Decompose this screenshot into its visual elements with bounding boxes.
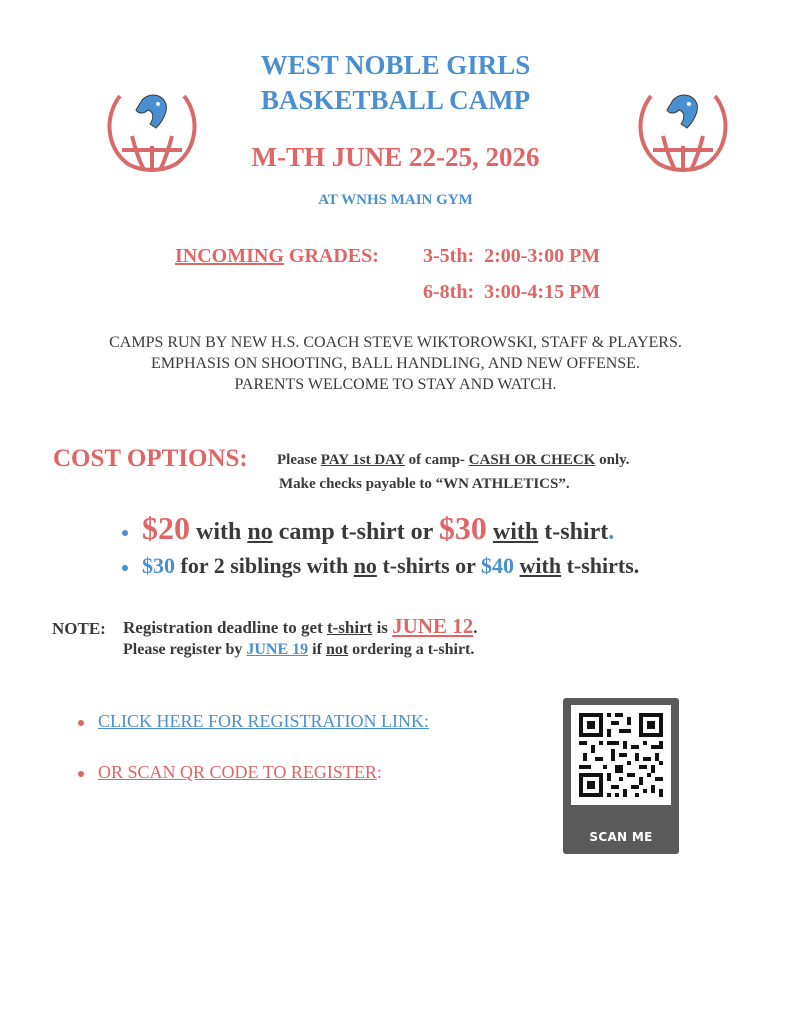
bullet-icon: [78, 771, 84, 777]
page-title: [0, 48, 791, 118]
note-line-2: [123, 641, 474, 659]
note-label: NOTE:: [52, 619, 106, 638]
qr-code-card[interactable]: [563, 698, 679, 854]
qr-code-area: [571, 705, 671, 805]
note-l1-tshirt: t-shirt: [326, 618, 373, 637]
option2-text-1: for 2 siblings with: [175, 553, 354, 578]
scan-qr-colon: :: [376, 762, 382, 782]
cost-options-heading: COST OPTIONS:: [53, 445, 248, 472]
grade-group-2-time: 3:00-4:15 PM: [484, 281, 601, 303]
option2-price-no-shirt: $30: [142, 553, 175, 578]
note-l2-post: ordering a t-shirt.: [348, 641, 475, 658]
grades-label-rest: GRADES:: [283, 245, 379, 267]
option1-with: with: [492, 519, 539, 545]
option2-text-2: t-shirts or: [376, 553, 482, 578]
option1-price-no-shirt: $20: [142, 510, 190, 546]
grades-label: [175, 245, 379, 268]
grade-group-1-grades: 3-5th:: [423, 245, 475, 267]
grade-group-2: [423, 281, 600, 304]
pay-mid: of camp-: [404, 452, 469, 468]
pay-first-day: PAY 1st DAY: [320, 452, 405, 468]
bullet-icon: [122, 530, 128, 536]
note-l1-pre: Registration deadline to get: [123, 618, 327, 637]
grade-group-1-time: 2:00-3:00 PM: [484, 245, 601, 267]
option1-text-1: with: [190, 519, 248, 545]
registration-deadline-date: JUNE 19: [246, 641, 309, 658]
note-l2-not: not: [325, 641, 349, 658]
camp-description: [0, 332, 791, 395]
registration-link[interactable]: CLICK HERE FOR REGISTRATION LINK:: [98, 711, 429, 731]
description-line-3: PARENTS WELCOME TO STAY AND WATCH.: [234, 376, 557, 393]
scan-qr-row: [78, 762, 382, 783]
note-l1-mid: is: [372, 618, 393, 637]
option2-no: no: [353, 553, 377, 578]
option2-price-shirt: $40: [481, 553, 515, 578]
note-l1-post: .: [473, 618, 478, 637]
scan-qr-text: OR SCAN QR CODE TO REGISTER: [98, 762, 377, 782]
option1-text-4: t-shirt: [538, 519, 609, 545]
registration-link-row: [78, 711, 429, 732]
qr-code-icon: [571, 705, 671, 805]
cost-option-1: [122, 510, 614, 547]
tshirt-deadline-date: JUNE 12: [392, 614, 474, 638]
option2-text-4: t-shirts.: [561, 553, 640, 578]
pay-pre: Please: [277, 452, 321, 468]
pay-method: CASH OR CHECK: [468, 452, 596, 468]
payment-instructions: [277, 452, 630, 469]
option1-text-2: camp t-shirt or: [272, 519, 439, 545]
bullet-icon: [78, 720, 84, 726]
cost-option-2: [122, 553, 639, 579]
grades-label-incoming: INCOMING: [175, 245, 284, 267]
camp-dates: M-TH JUNE 22-25, 2026: [251, 142, 540, 172]
note-l2-pre: Please register by: [123, 641, 247, 658]
description-line-1: CAMPS RUN BY NEW H.S. COACH STEVE WIKTOROWSKI, STAFF & PLAYERS.: [109, 334, 682, 351]
title-line-2: BASKETBALL CAMP: [260, 85, 531, 115]
pay-post: only.: [595, 452, 630, 468]
option1-dot: .: [608, 519, 615, 545]
title-line-1: WEST NOBLE GIRLS: [260, 50, 531, 80]
grade-group-2-grades: 6-8th:: [423, 281, 475, 303]
description-line-2: EMPHASIS ON SHOOTING, BALL HANDLING, AND NEW OFFENSE.: [151, 355, 640, 372]
option2-with: with: [519, 553, 562, 578]
qr-scan-me-label: SCAN ME: [589, 830, 653, 844]
option1-price-shirt: $30: [438, 510, 487, 546]
option1-no: no: [247, 519, 273, 545]
bullet-icon: [122, 565, 128, 571]
note-l2-mid: if: [308, 641, 326, 658]
camp-location: AT WNHS MAIN GYM: [318, 192, 473, 208]
note-line-1: [123, 614, 478, 639]
checks-payable: Make checks payable to “WN ATHLETICS”.: [279, 476, 570, 492]
grade-group-1: [423, 245, 600, 268]
